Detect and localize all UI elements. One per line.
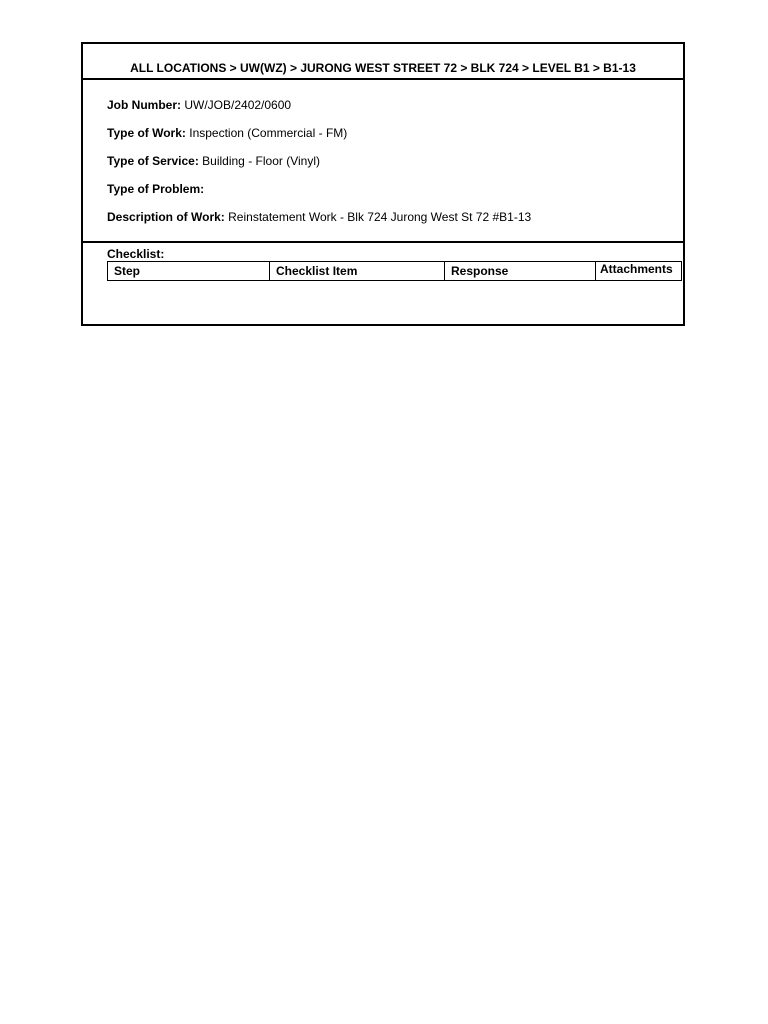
type-of-problem-label: Type of Problem: — [107, 182, 205, 196]
job-number-value: UW/JOB/2402/0600 — [184, 98, 292, 112]
column-header-step: Step — [108, 262, 270, 281]
column-header-attachments: Attachments — [596, 262, 682, 281]
location-breadcrumb: ALL LOCATIONS > UW(WZ) > JURONG WEST STREET 72 > BLK 724 > LEVEL B1 > B1-13 — [83, 44, 683, 80]
type-of-work-value: Inspection (Commercial - FM) — [189, 126, 348, 140]
description-of-work-value: Reinstatement Work - Blk 724 Jurong West St 72 #B1-13 — [228, 210, 532, 224]
type-of-service-value: Building - Floor (Vinyl) — [202, 154, 320, 168]
column-header-checklist-item: Checklist Item — [270, 262, 445, 281]
job-form — [81, 42, 685, 326]
type-of-work-label: Type of Work: — [107, 126, 186, 140]
job-number-row — [107, 98, 291, 112]
job-details — [107, 80, 673, 243]
job-number-label: Job Number: — [107, 98, 182, 112]
type-of-work-row — [107, 126, 347, 140]
column-header-response: Response — [445, 262, 596, 281]
type-of-service-row — [107, 154, 320, 168]
type-of-service-label: Type of Service: — [107, 154, 199, 168]
checklist-table — [107, 261, 682, 281]
checklist-header-row — [108, 262, 682, 281]
description-of-work-label: Description of Work: — [107, 210, 225, 224]
checklist-label: Checklist: — [107, 247, 165, 261]
description-of-work-row — [107, 210, 531, 224]
section-divider — [83, 241, 683, 243]
type-of-problem-row — [107, 182, 204, 196]
